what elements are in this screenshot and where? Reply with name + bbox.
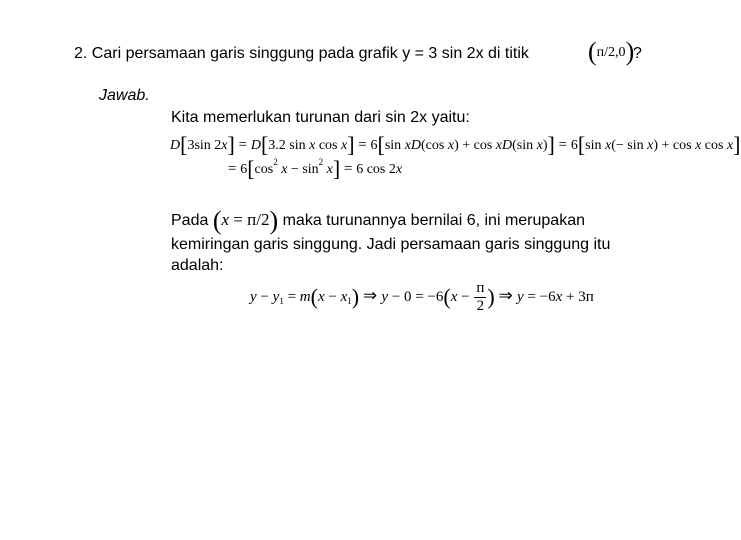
answer-label: Jawab. [99,87,150,104]
problem-label: 2. Cari persamaan garis singgung pada grafik y = 3 sin 2x di titik [74,45,529,62]
problem-point [588,39,634,65]
derivation-line-2: = $6[\cos^2$ $x - \sin^2 x] = 6$ cos 2x [228,156,403,181]
derivation-line-1: D[3sin 2x] = D[3.2 sin x cos x] = 6[sin xD(cos x) + cos xD(sin x)] = 6[sin x(− sin x) + cos x cos x] [170,132,741,157]
condition-math: (x = п/2) [212,206,279,235]
pi-over-two-fraction: $\frac{п}{2}$ [476,280,485,314]
explanation-line-3: adalah: [171,257,224,274]
point-open-paren: ( [588,37,597,66]
explanation-text-1: maka turunannya bernilai 6, ini merupakan [282,212,585,229]
result-equation: $y - y_1 = m(x - x_1)$ ⇒ y − 0 = −6(x − $\frac{п}{2}$ ) ⇒ y = −6x + 3п [250,280,594,314]
pada-word: Pada [171,212,209,229]
point-expression: п/2,0 [596,45,626,60]
explanation-line-2: kemiringan garis singgung. Jadi persamaan garis singgung itu [171,236,611,253]
question-mark: ? [633,45,642,62]
explanation-paragraph [171,208,681,276]
point-close-paren: ) [625,37,635,66]
explanation-line-1 [171,208,681,234]
answer-intro: Kita memerlukan turunan dari sin 2x yaitu: [171,109,470,126]
problem-statement [74,44,529,63]
